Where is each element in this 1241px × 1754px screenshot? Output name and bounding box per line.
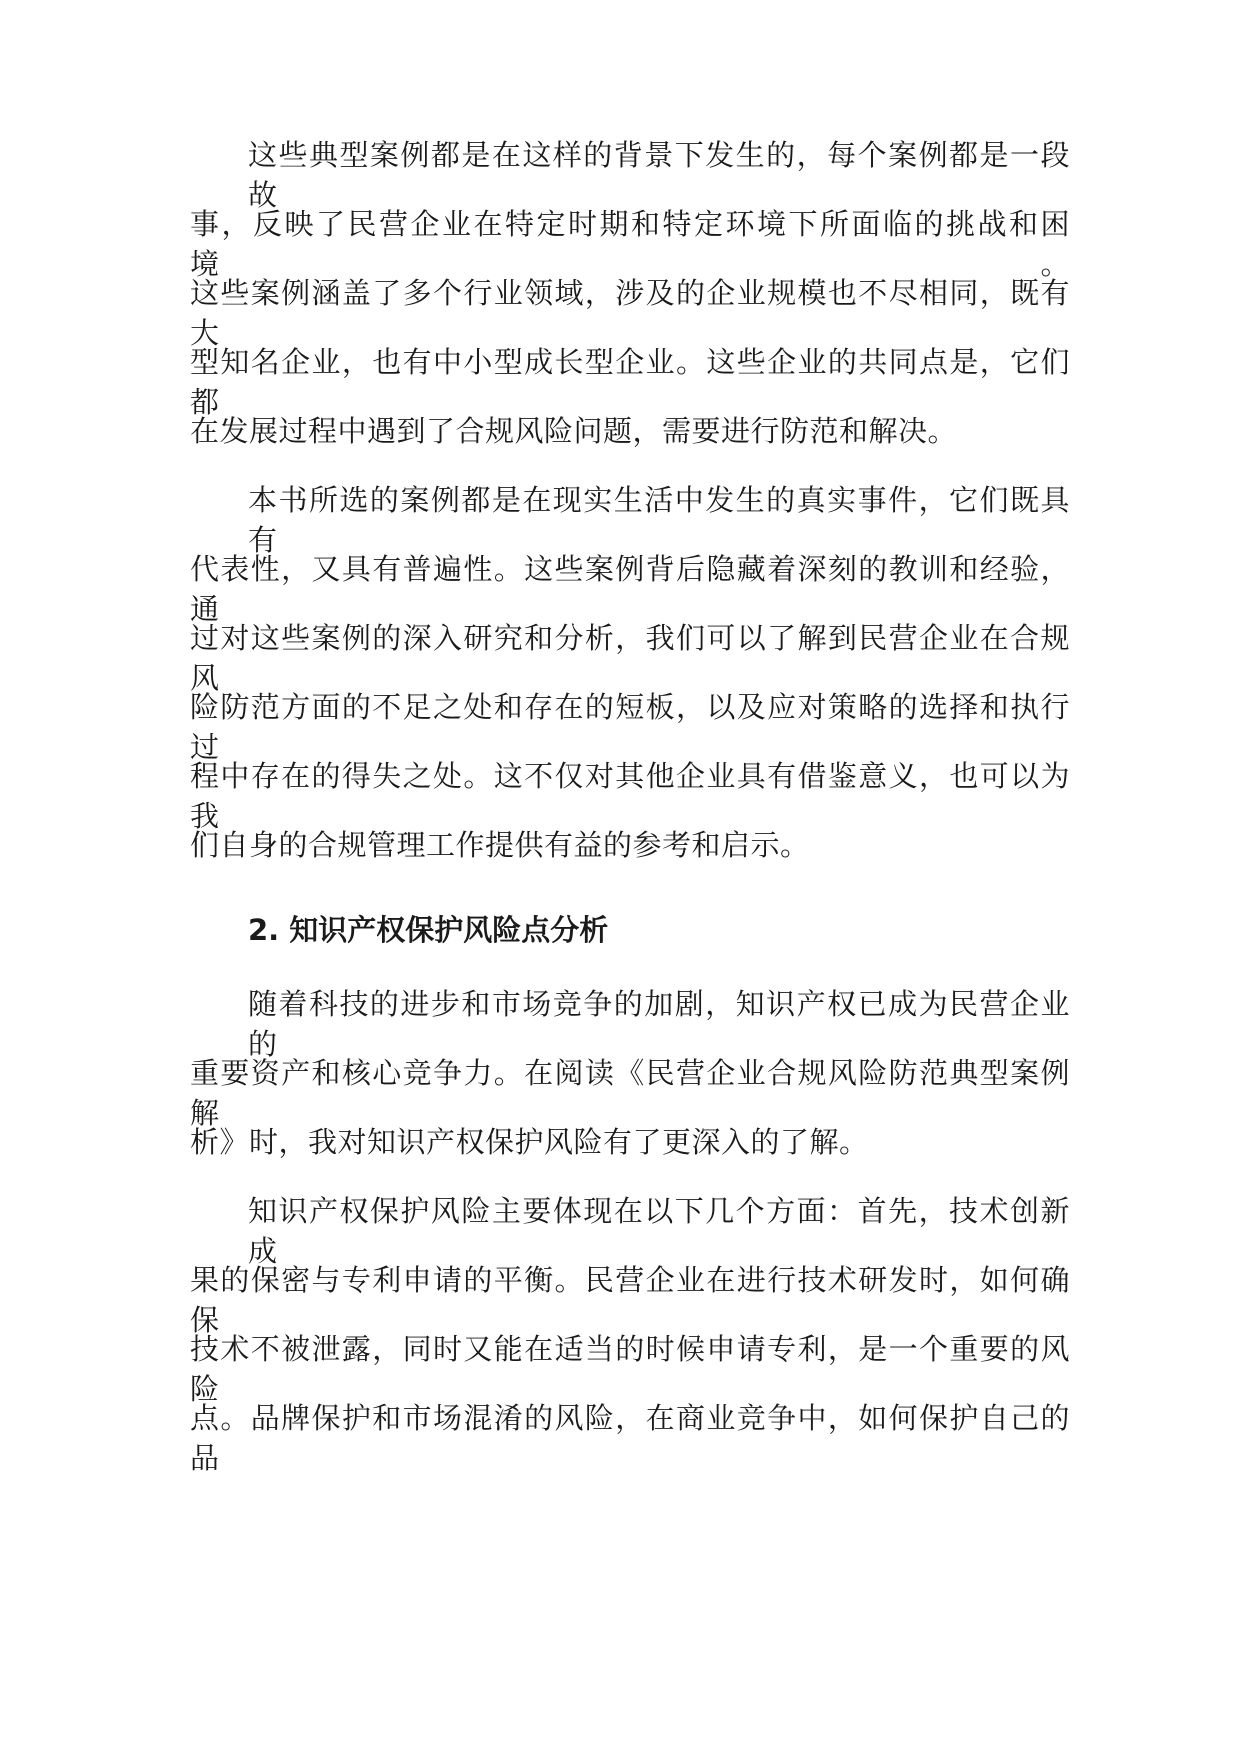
paragraph-1-line-4: 型知名企业，也有中小型成长型企业。这些企业的共同点是，它们都 xyxy=(190,345,1070,419)
paragraph-1-line-1: 这些典型案例都是在这样的背景下发生的，每个案例都是一段故 xyxy=(248,138,1070,212)
paragraph-2-line-4: 险防范方面的不足之处和存在的短板，以及应对策略的选择和执行过 xyxy=(190,690,1070,764)
paragraph-3-line-1: 随着科技的进步和市场竞争的加剧，知识产权已成为民营企业的 xyxy=(248,987,1070,1061)
paragraph-1-line-3: 这些案例涵盖了多个行业领域，涉及的企业规模也不尽相同，既有大 xyxy=(190,276,1070,350)
paragraph-2-line-6: 们自身的合规管理工作提供有益的参考和启示。 xyxy=(190,828,810,862)
paragraph-1-line-2: 事，反映了民营企业在特定时期和特定环境下所面临的挑战和困境。 xyxy=(190,207,1070,281)
paragraph-4-line-1: 知识产权保护风险主要体现在以下几个方面：首先，技术创新成 xyxy=(248,1194,1070,1268)
paragraph-3-line-3: 析》时，我对知识产权保护风险有了更深入的了解。 xyxy=(190,1125,869,1159)
paragraph-2-line-5: 程中存在的得失之处。这不仅对其他企业具有借鉴意义，也可以为我 xyxy=(190,759,1070,833)
paragraph-4-line-4: 点。品牌保护和市场混淆的风险，在商业竞争中，如何保护自己的品 xyxy=(190,1401,1070,1475)
paragraph-3-line-2: 重要资产和核心竞争力。在阅读《民营企业合规风险防范典型案例解 xyxy=(190,1056,1070,1130)
paragraph-4-line-3: 技术不被泄露，同时又能在适当的时候申请专利，是一个重要的风险 xyxy=(190,1332,1070,1406)
paragraph-4-line-2: 果的保密与专利申请的平衡。民营企业在进行技术研发时，如何确保 xyxy=(190,1263,1070,1337)
paragraph-2-line-1: 本书所选的案例都是在现实生活中发生的真实事件，它们既具有 xyxy=(248,483,1070,557)
paragraph-2-line-2: 代表性，又具有普遍性。这些案例背后隐藏着深刻的教训和经验，通 xyxy=(190,552,1070,626)
paragraph-1-line-5: 在发展过程中遇到了合规风险问题，需要进行防范和解决。 xyxy=(190,414,958,448)
paragraph-2-line-3: 过对这些案例的深入研究和分析，我们可以了解到民营企业在合规风 xyxy=(190,621,1070,695)
section-heading: 2. 知识产权保护风险点分析 xyxy=(248,913,609,947)
